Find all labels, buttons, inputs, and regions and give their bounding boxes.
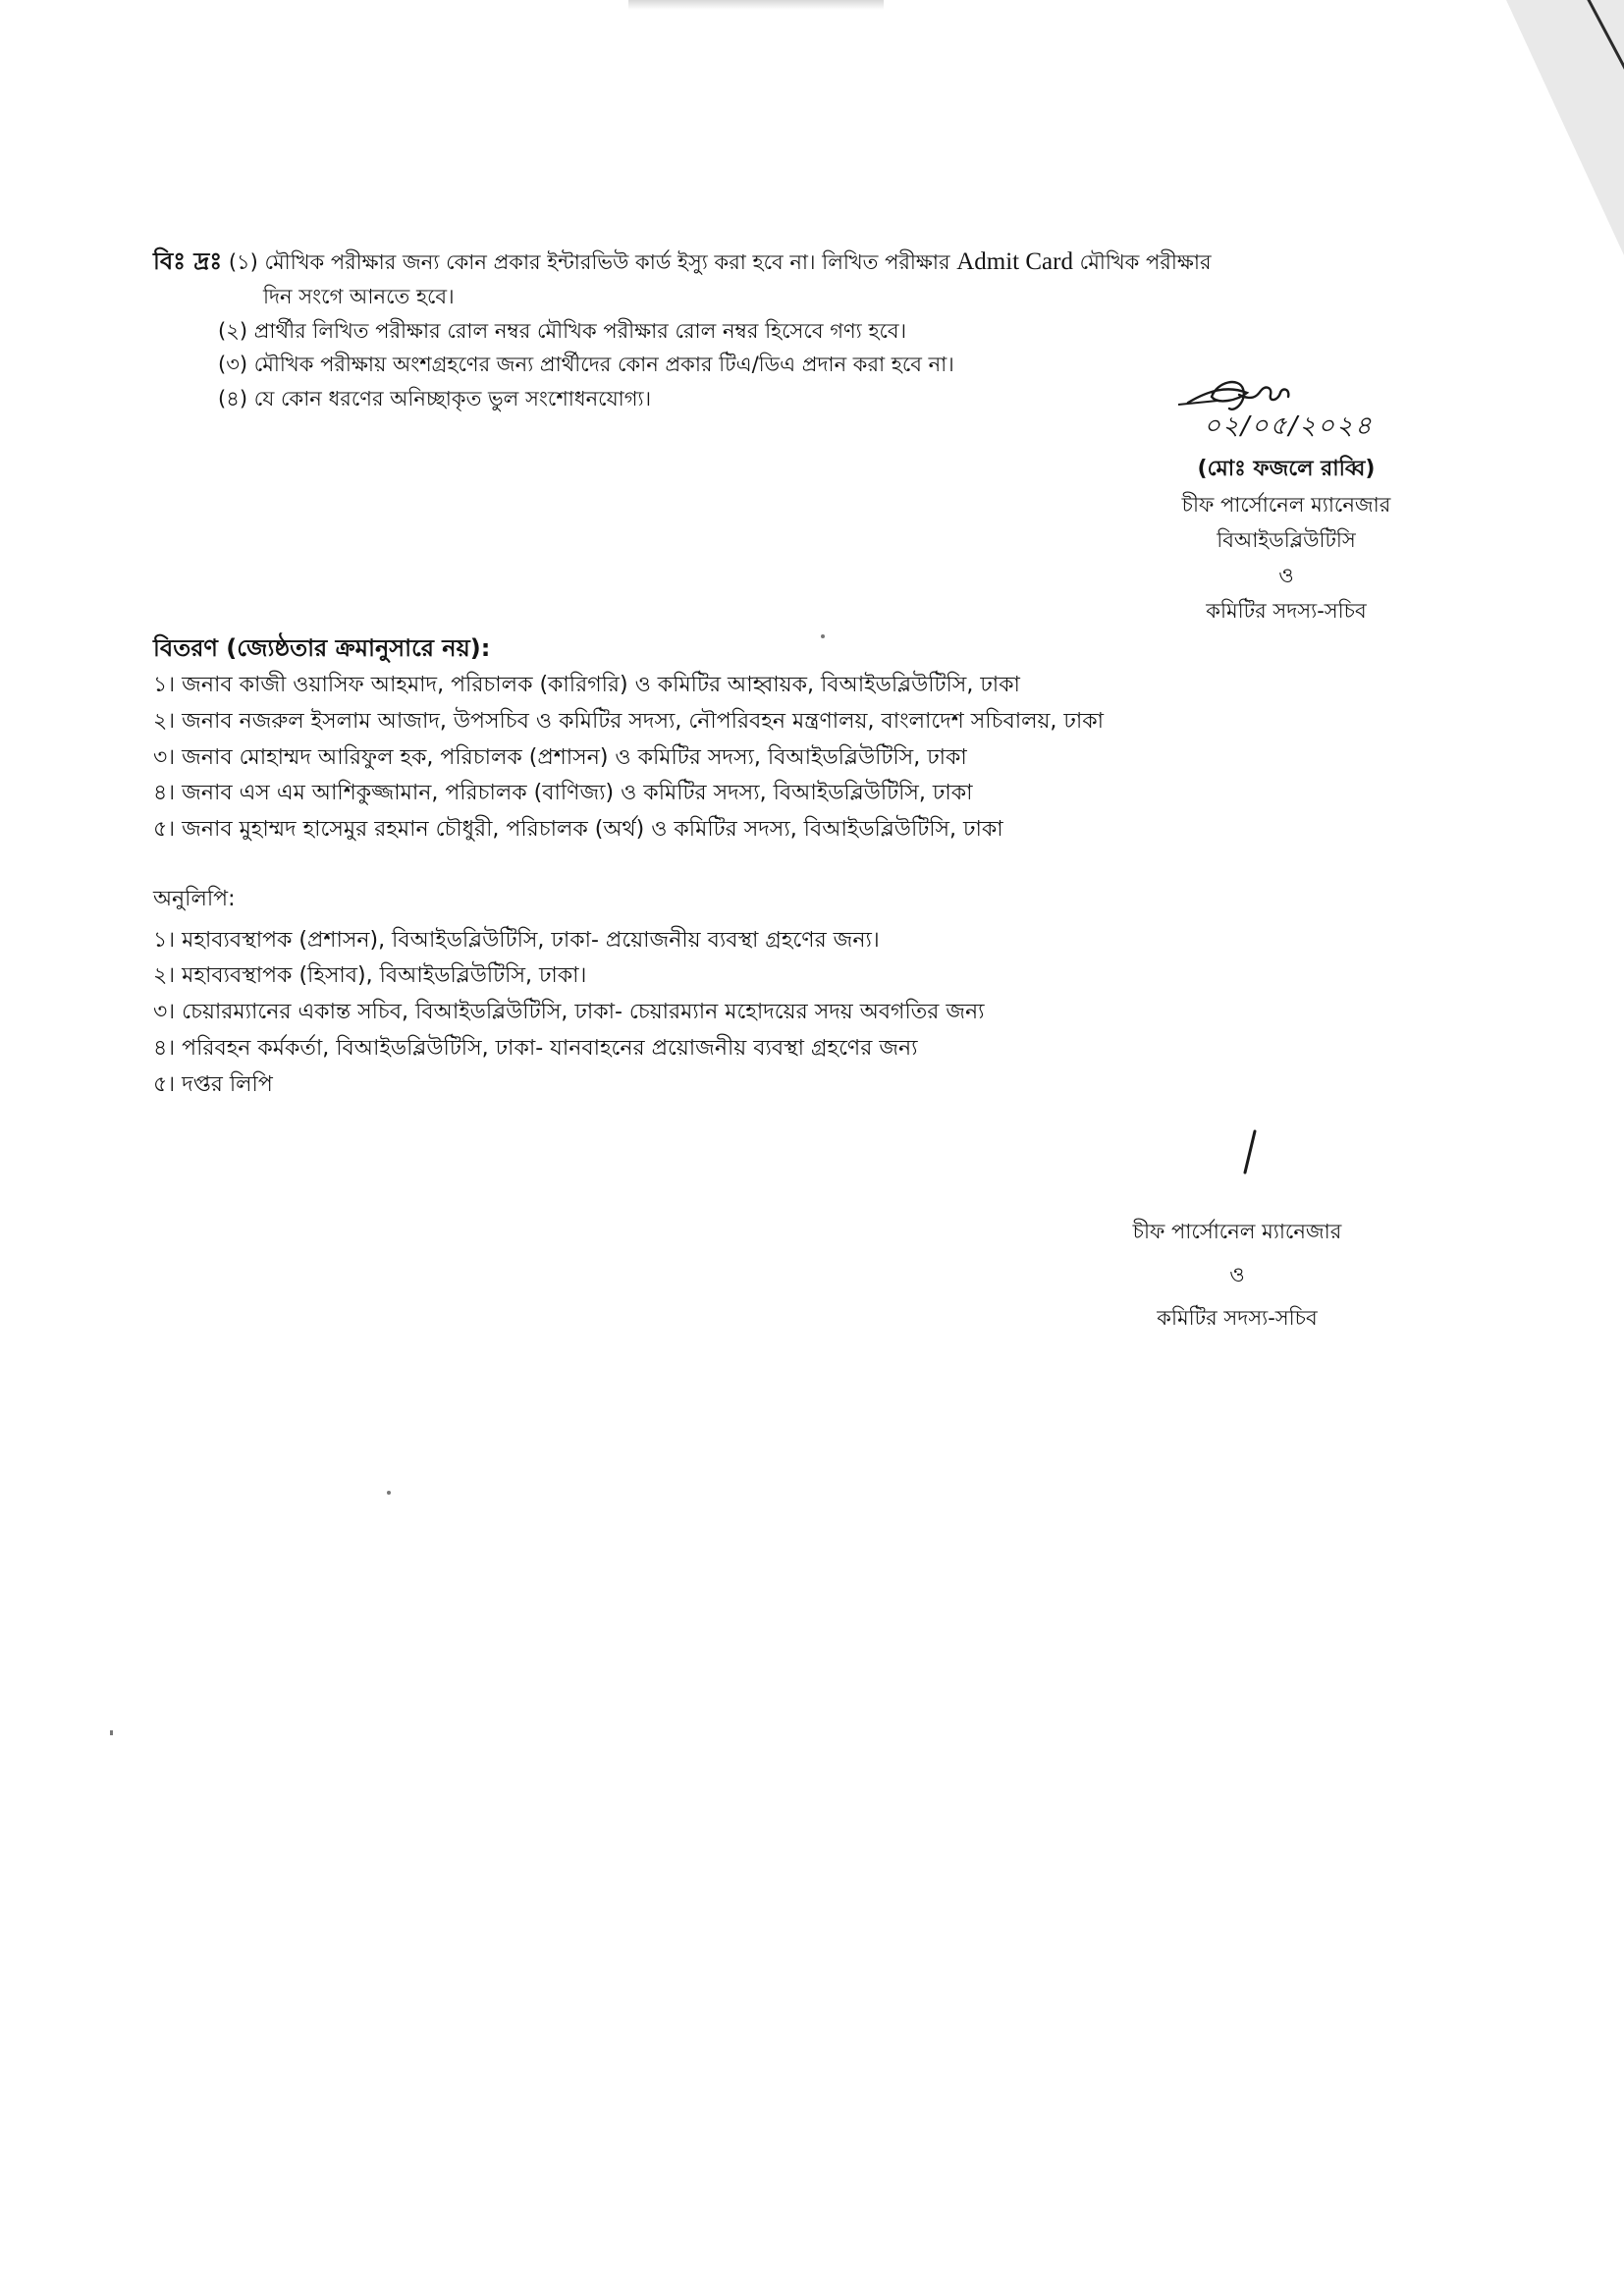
scan-speck <box>387 1491 391 1495</box>
signature-date: ০২/০৫/২০২৪ <box>1204 411 1374 441</box>
note-item-1-continuation: দিন সংগে আনতে হবে। <box>263 285 455 308</box>
copies-item: ৪। পরিবহন কর্মকর্তা, বিআইডব্লিউটিসি, ঢাকা- যানবাহনের প্রয়োজনীয় ব্যবস্থা গ্রহণের জন্য <box>153 1036 918 1061</box>
note-item-1-text: (১) মৌখিক পরীক্ষার জন্য কোন প্রকার ইন্টারভিউ কার্ড ইস্যু করা হবে না। লিখিত পরীক্ষার <box>228 250 950 274</box>
signer-organization: বিআইডব্লিউটিসি <box>1217 528 1356 552</box>
note-line-1 <box>153 247 1212 276</box>
distribution-item: ৩। জনাব মোহাম্মদ আরিফুল হক, পরিচালক (প্রশাসন) ও কমিটির সদস্য, বিআইডব্লিউটিসি, ঢাকা <box>153 745 967 770</box>
copies-item: ৩। চেয়ারম্যানের একান্ত সচিব, বিআইডব্লিউটিসি, ঢাকা- চেয়ারম্যান মহোদয়ের সদয় অবগতির জন্য <box>153 1000 985 1024</box>
scan-speck <box>821 634 825 638</box>
scan-top-smudge <box>628 0 884 10</box>
distribution-heading: বিতরণ (জ্যেষ্ঠতার ক্রমানুসারে নয়): <box>153 634 491 662</box>
scan-speck <box>110 1730 113 1735</box>
note-item-1-suffix: মৌখিক পরীক্ষার <box>1079 250 1212 274</box>
note-item-3: (৩) মৌখিক পরীক্ষায় অংশগ্রহণের জন্য প্রার্থীদের কোন প্রকার টিএ/ডিএ প্রদান করা হবে না। <box>218 353 954 376</box>
distribution-item: ৪। জনাব এস এম আশিকুজ্জামান, পরিচালক (বাণিজ্য) ও কমিটির সদস্য, বিআইডব্লিউটিসি, ঢাকা <box>153 781 973 805</box>
signer-title: চীফ পার্সোনেল ম্যানেজার <box>1181 493 1391 517</box>
distribution-item: ২। জনাব নজরুল ইসলাম আজাদ, উপসচিব ও কমিটির সদস্য, নৌপরিবহন মন্ত্রণালয়, বাংলাদেশ সচিবালয়, ঢাকা <box>153 709 1105 734</box>
signer-2-committee-role: কমিটির সদস্য-সচিব <box>1157 1306 1318 1330</box>
note-item-2: (২) প্রার্থীর লিখিত পরীক্ষার রোল নম্বর মৌখিক পরীক্ষার রোল নম্বর হিসেবে গণ্য হবে। <box>218 319 907 343</box>
note-item-4: (৪) যে কোন ধরণের অনিচ্ছাকৃত ভুল সংশোধনযোগ্য। <box>218 387 652 410</box>
scan-corner-shadow <box>1506 0 1624 255</box>
signature-stroke <box>1235 1127 1265 1176</box>
signature-block-1 <box>1139 452 1434 629</box>
copies-heading: অনুলিপি: <box>153 887 236 911</box>
signer-committee-role: কমিটির সদস্য-সচিব <box>1206 599 1367 623</box>
copies-item: ৫। দপ্তর লিপি <box>153 1072 273 1097</box>
copies-item: ১। মহাব্যবস্থাপক (প্রশাসন), বিআইডব্লিউটিসি, ঢাকা- প্রয়োজনীয় ব্যবস্থা গ্রহণের জন্য। <box>153 928 880 953</box>
signer-2-conjunction: ও <box>1229 1263 1245 1286</box>
note-item-1-admit-card: Admit Card <box>956 248 1073 275</box>
copies-item: ২। মহাব্যবস্থাপক (হিসাব), বিআইডব্লিউটিসি, ঢাকা। <box>153 963 587 988</box>
distribution-item: ৫। জনাব মুহাম্মদ হাসেমুর রহমান চৌধুরী, পরিচালক (অর্থ) ও কমিটির সদস্য, বিআইডব্লিউটিসি, ঢাকা <box>153 817 1003 842</box>
signer-name: (মোঃ ফজলে রাব্বি) <box>1197 457 1376 481</box>
signer-conjunction: ও <box>1278 564 1294 587</box>
signature-block-2 <box>1090 1210 1384 1339</box>
note-label: বিঃ দ্রঃ <box>153 247 223 275</box>
signer-2-title: চীফ পার্সোনেল ম্যানেজার <box>1132 1220 1342 1243</box>
distribution-item: ১। জনাব কাজী ওয়াসিফ আহমাদ, পরিচালক (কারিগরি) ও কমিটির আহ্বায়ক, বিআইডব্লিউটিসি, ঢাকা <box>153 673 1020 697</box>
